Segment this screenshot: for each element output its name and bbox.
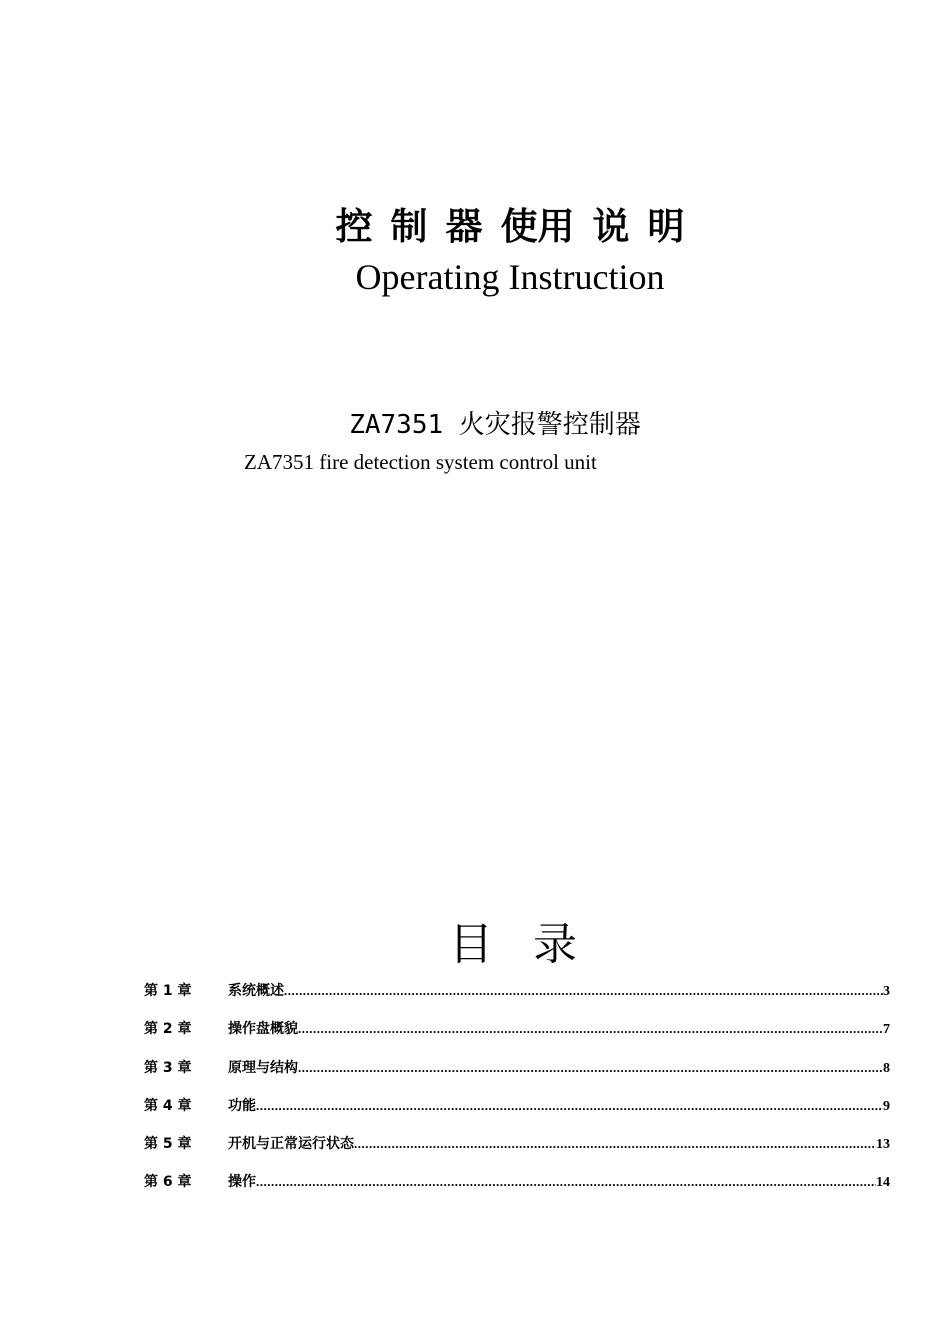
toc-chapter-title: 操作盘概貌 [228,1021,298,1038]
toc-leader-dots [298,1021,883,1037]
toc-chapter-number: 第 4 章 [144,1097,192,1114]
toc-chapter-title: 系统概述 [228,983,284,999]
toc-entry[interactable] [144,1171,890,1209]
toc-leader-dots [256,1174,876,1190]
toc-entry[interactable] [144,1018,890,1056]
toc-chapter-title: 操作 [228,1174,256,1191]
toc-page-number: 7 [883,1022,890,1038]
toc-chapter-title: 功能 [228,1097,256,1114]
toc-entry[interactable] [144,980,890,1018]
toc-chapter-title: 原理与结构 [228,1059,298,1076]
toc-page-number: 14 [876,1175,890,1191]
toc-page-number: 13 [876,1137,890,1153]
product-name-en: ZA7351 fire detection system control unit [244,450,597,474]
toc-chapter-title: 开机与正常运行状态 [228,1136,354,1153]
toc-heading-char: 目 [449,919,493,970]
toc-chapter-number: 第 1 章 [144,983,192,999]
toc-leader-dots [256,1098,883,1114]
title-cn-word: 制 [390,205,428,248]
table-of-contents [144,980,890,1210]
toc-leader-dots [354,1136,876,1152]
toc-leader-dots [284,983,883,999]
toc-page-number: 9 [883,1098,890,1114]
title-cn-word: 使用 [500,205,575,248]
toc-entry[interactable] [144,1133,890,1171]
toc-heading-char: 录 [533,919,577,970]
product-name-cn: ZA7351 火灾报警控制器 [349,410,641,440]
document-title-en: Operating Instruction [355,257,665,297]
title-cn-word: 明 [647,205,685,248]
title-cn-word: 控 [335,205,373,248]
toc-page-number: 3 [883,984,890,999]
toc-page-number: 8 [883,1060,890,1076]
title-cn-word: 说 [592,205,630,248]
toc-leader-dots [298,1060,883,1076]
toc-chapter-number: 第 5 章 [144,1136,192,1153]
toc-chapter-number: 第 3 章 [144,1059,192,1076]
toc-chapter-number: 第 6 章 [144,1174,192,1191]
toc-heading [0,908,950,972]
toc-entry[interactable] [144,1095,890,1133]
title-cn-word: 器 [445,205,483,248]
document-title-cn [0,196,950,250]
toc-entry[interactable] [144,1057,890,1095]
toc-chapter-number: 第 2 章 [144,1021,192,1038]
